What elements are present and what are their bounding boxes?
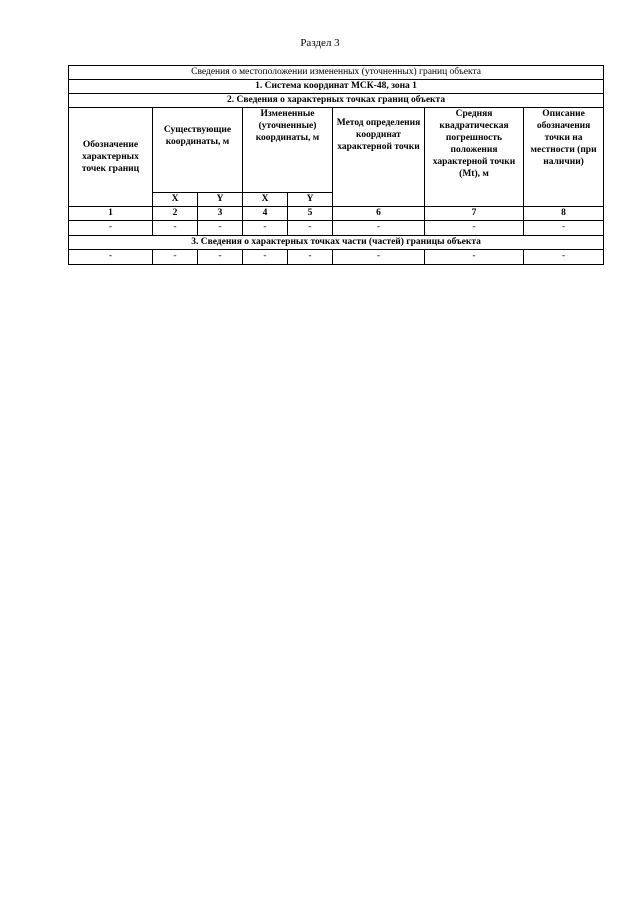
column-number: 6 xyxy=(333,207,425,221)
table-cell: - xyxy=(425,250,524,265)
table-caption: Сведения о местоположении измененных (уточненных) границ объекта xyxy=(69,66,604,80)
table-cell: - xyxy=(69,250,153,265)
points-title: 2. Сведения о характерных точках границ объекта xyxy=(69,94,604,108)
boundary-table xyxy=(68,65,604,265)
col-designation: Обозначение характерных точек границ xyxy=(69,108,153,207)
column-number: 8 xyxy=(524,207,604,221)
col-description: Описание обозначения точки на местности (при наличии) xyxy=(524,108,604,207)
table-cell: - xyxy=(333,221,425,236)
table-cell: - xyxy=(288,250,333,265)
section-title: Раздел 3 xyxy=(300,37,340,49)
table-cell: - xyxy=(243,221,288,236)
table-cell: - xyxy=(198,221,243,236)
col-existing: Существующие координаты, м xyxy=(153,108,243,193)
table-cell: - xyxy=(524,250,604,265)
column-number: 1 xyxy=(69,207,153,221)
existing-x: X xyxy=(153,193,198,207)
table-cell: - xyxy=(153,221,198,236)
table-cell: - xyxy=(69,221,153,236)
col-method: Метод определения координат характерной точки xyxy=(333,108,425,207)
column-number: 4 xyxy=(243,207,288,221)
coordinate-system: 1. Система координат МСК-48, зона 1 xyxy=(69,80,604,94)
col-changed: Измененные (уточненные) координаты, м xyxy=(243,108,333,193)
column-number: 3 xyxy=(198,207,243,221)
column-number: 2 xyxy=(153,207,198,221)
table-cell: - xyxy=(198,250,243,265)
col-error: Средняя квадратическая погрешность положения характерной точки (Mt), м xyxy=(425,108,524,207)
parts-title: 3. Сведения о характерных точках части (частей) границы объекта xyxy=(69,236,604,250)
changed-y: Y xyxy=(288,193,333,207)
table-cell: - xyxy=(333,250,425,265)
table-cell: - xyxy=(524,221,604,236)
changed-x: X xyxy=(243,193,288,207)
column-number: 5 xyxy=(288,207,333,221)
table-cell: - xyxy=(243,250,288,265)
table-cell: - xyxy=(153,250,198,265)
column-number: 7 xyxy=(425,207,524,221)
table-cell: - xyxy=(288,221,333,236)
table-cell: - xyxy=(425,221,524,236)
existing-y: Y xyxy=(198,193,243,207)
